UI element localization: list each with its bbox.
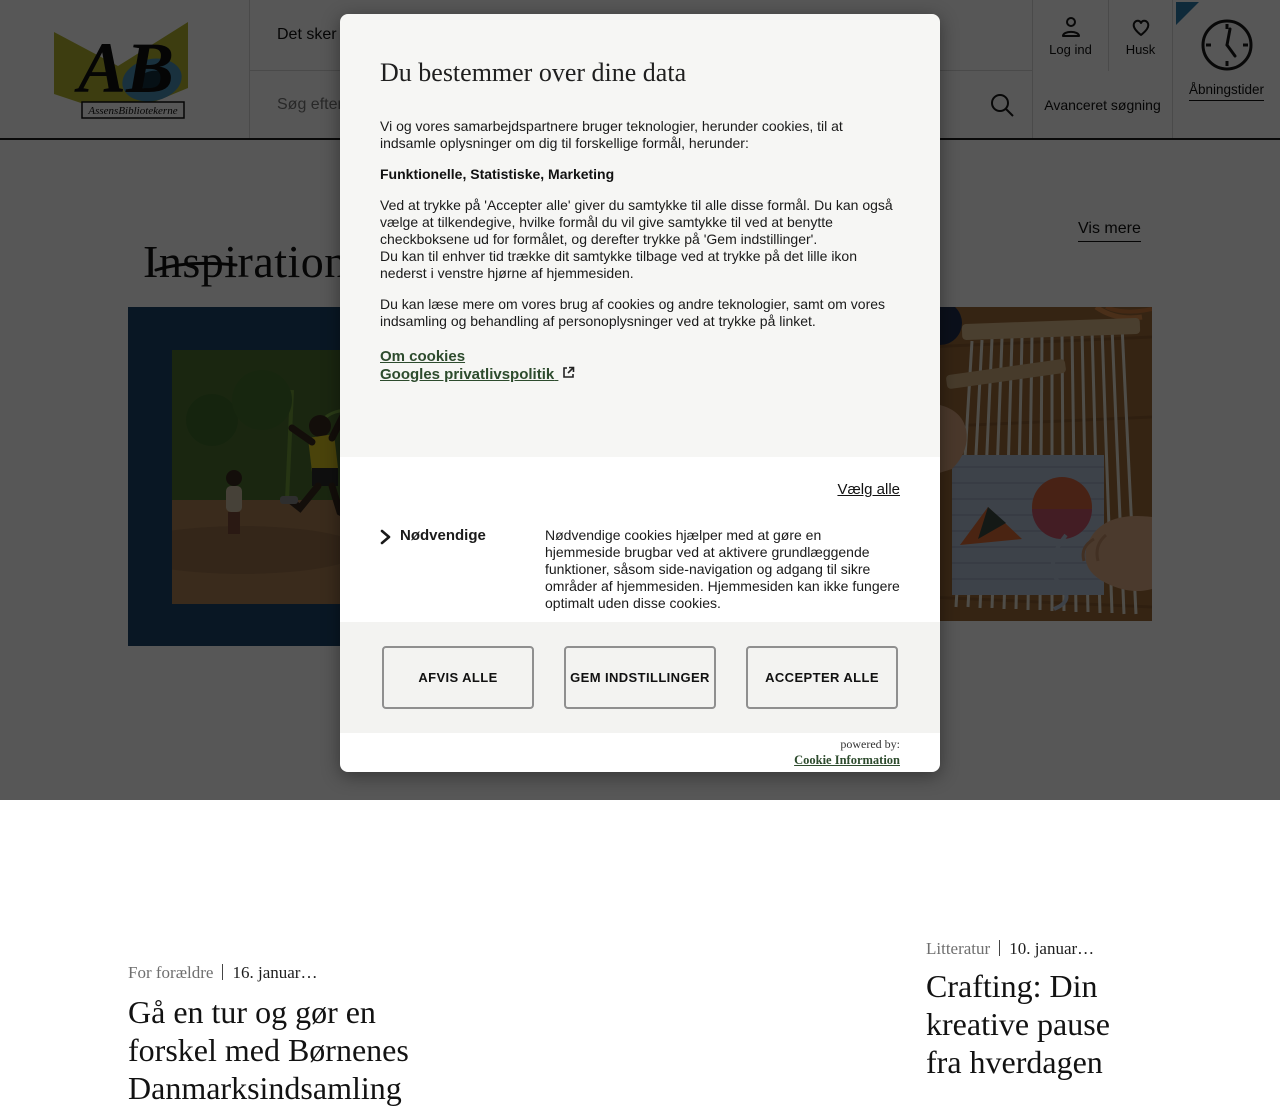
google-privacy-link-label: Googles privatlivspolitik: [380, 366, 555, 383]
article-date: 10. januar…: [1009, 939, 1095, 958]
article-title: Gå en tur og gør en forskel med Børnenes Danmarksindsamling: [128, 994, 409, 1106]
article-tag: For forældre: [128, 963, 214, 982]
cookie-body-paragraph-1: Ved at trykke på 'Accepter alle' giver du samtykke til alle disse formål. Du kan også vælge at tilkendegive, hvilke formål du vil give samtykke til ved at benytte checkboksene ud for formålet, og derefter trykke på 'Gem indstillinger'.: [380, 197, 893, 247]
category-necessary-label: Nødvendige: [400, 527, 486, 544]
cookie-information-link[interactable]: Cookie Information: [794, 753, 900, 767]
article-meta: [926, 938, 1152, 959]
cookie-dialog-text-section: [340, 14, 940, 457]
about-cookies-link[interactable]: Om cookies: [380, 348, 466, 365]
select-all-link[interactable]: Vælg alle: [837, 481, 900, 498]
save-settings-button[interactable]: GEM INDSTILLINGER: [564, 646, 716, 709]
cookie-body-paragraph-2: Du kan til enhver tid trække dit samtykke tilbage ved at trykke på det lille ikon nederst i venstre hjørne af hjemmesiden.: [380, 248, 857, 281]
cookie-preferences-section: [340, 457, 940, 622]
article-meta: [128, 962, 624, 983]
article-tag: Litteratur: [926, 939, 991, 958]
powered-by-label: powered by:: [840, 737, 900, 751]
decline-all-button[interactable]: AFVIS ALLE: [382, 646, 534, 709]
cookie-dialog-title: Du bestemmer over dine data: [380, 58, 687, 87]
cookie-body-paragraph-3: Du kan læse mere om vores brug af cookies og andre teknologier, samt om vores indsamling og behandling af personoplysninger ved at trykke på linket.: [380, 296, 886, 329]
article-title: Crafting: Din kreative pause fra hverdagen: [926, 968, 1110, 1080]
cookie-category-row: [380, 527, 900, 612]
google-privacy-link[interactable]: [380, 366, 900, 384]
cookie-dialog-buttons: [340, 622, 940, 733]
cookie-consent-dialog: [340, 14, 940, 772]
cookie-dialog-footer: [340, 733, 940, 772]
cookie-intro-paragraph: Vi og vores samarbejdspartnere bruger teknologier, herunder cookies, til at indsamle oplysninger om dig til forskellige formål, herunder:: [380, 118, 843, 151]
category-necessary-description: Nødvendige cookies hjælper med at gøre en hjemmeside brugbar ved at aktivere grundlæggende funktioner, såsom side-navigation og adgang til sikre områder af hjemmesiden. Hjemmesiden kan ikke fungere optimalt uden disse cookies.: [545, 527, 900, 611]
category-necessary-toggle[interactable]: [380, 527, 545, 612]
meta-separator: [999, 940, 1000, 956]
chevron-right-icon: [380, 529, 391, 545]
cookie-purposes: Funktionelle, Statistiske, Marketing: [380, 166, 615, 182]
accept-all-button[interactable]: ACCEPTER ALLE: [746, 646, 898, 709]
meta-separator: [222, 964, 223, 980]
external-link-icon: [562, 366, 575, 379]
cookie-links: [380, 348, 900, 384]
article-date: 16. januar…: [232, 963, 318, 982]
